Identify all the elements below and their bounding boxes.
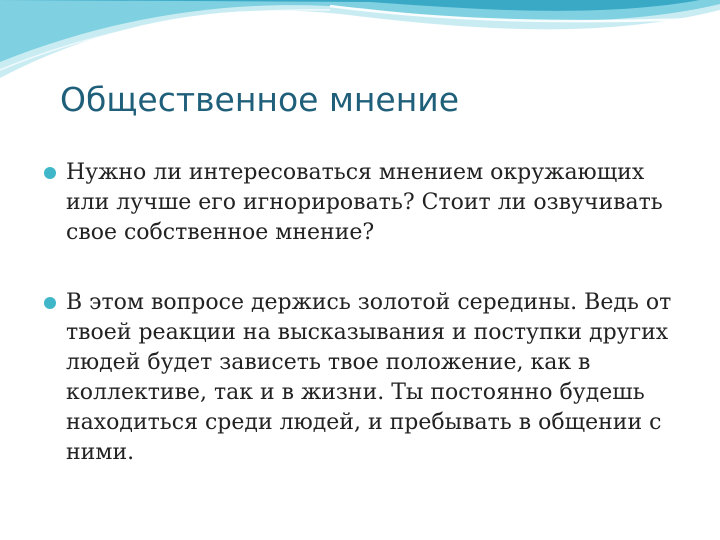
bullet-list [0, 158, 720, 468]
bullet-item [0, 288, 720, 468]
bullet-text: Нужно ли интересоваться мнением окружающих или лучше его игнорировать? Стоит ли озвучивать свое собственное мнение? [66, 160, 663, 245]
slide-title: Общественное мнение [60, 80, 460, 119]
bullet-text: В этом вопросе держись золотой середины. Ведь от твоей реакции на высказывания и поступки других людей будет зависеть твое положение, как в коллективе, так и в жизни. Ты постоянно будешь находиться среди людей, и пребывать в общении с ними. [66, 290, 672, 465]
bullet-item [0, 158, 720, 248]
bullet-dot-icon [44, 297, 56, 309]
bullet-dot-icon [44, 167, 56, 179]
